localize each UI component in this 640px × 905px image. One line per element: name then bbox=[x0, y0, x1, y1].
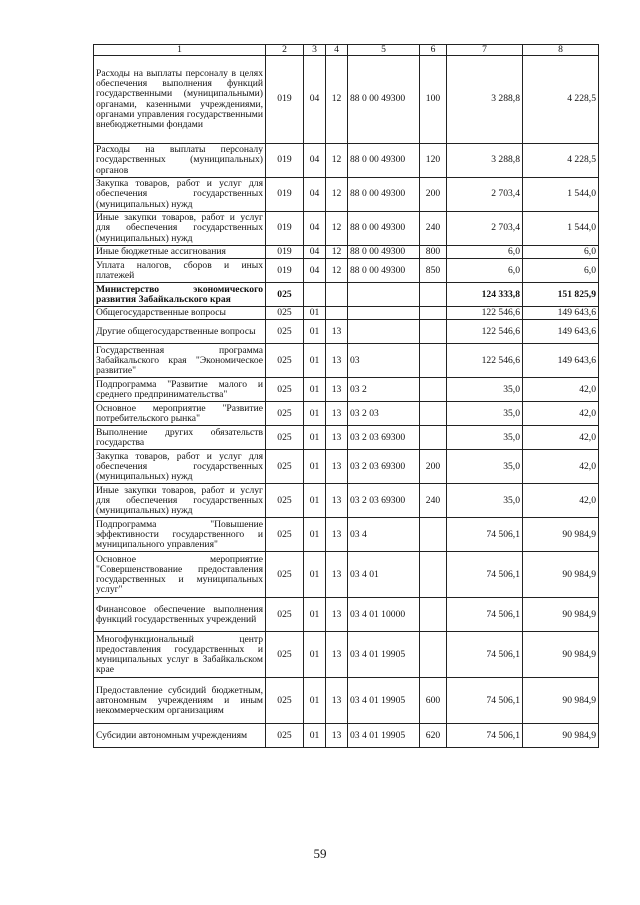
cell-expense-type bbox=[420, 632, 447, 678]
cell-target-article: 03 4 01 19905 bbox=[348, 724, 420, 748]
cell-ministry-code: 019 bbox=[266, 259, 304, 283]
cell-section: 01 bbox=[304, 484, 326, 518]
cell-sum-year-1: 124 333,8 bbox=[447, 283, 523, 307]
cell-ministry-code: 019 bbox=[266, 144, 304, 178]
cell-target-article: 03 2 03 bbox=[348, 402, 420, 426]
cell-target-article: 03 2 03 69300 bbox=[348, 426, 420, 450]
cell-sum-year-1: 74 506,1 bbox=[447, 678, 523, 724]
cell-name: Министерство экономического развития Забайкальского края bbox=[94, 283, 266, 307]
table-row bbox=[94, 552, 599, 598]
cell-sum-year-1: 122 546,6 bbox=[447, 307, 523, 320]
cell-sum-year-2: 1 544,0 bbox=[523, 178, 599, 212]
cell-section: 04 bbox=[304, 259, 326, 283]
table-row bbox=[94, 320, 599, 344]
cell-name: Расходы на выплаты персоналу государственных (муниципальных) органов bbox=[94, 144, 266, 178]
cell-sum-year-1: 35,0 bbox=[447, 450, 523, 484]
cell-expense-type bbox=[420, 402, 447, 426]
cell-sum-year-1: 6,0 bbox=[447, 246, 523, 259]
cell-section: 01 bbox=[304, 378, 326, 402]
budget-table bbox=[93, 44, 599, 748]
cell-section: 01 bbox=[304, 724, 326, 748]
cell-ministry-code: 025 bbox=[266, 598, 304, 632]
cell-name: Государственная программа Забайкальского края "Экономическое развитие" bbox=[94, 344, 266, 378]
cell-subsection: 13 bbox=[326, 344, 348, 378]
column-header: 3 bbox=[304, 45, 326, 56]
page-number: 59 bbox=[313, 846, 327, 861]
cell-subsection: 12 bbox=[326, 212, 348, 246]
cell-expense-type bbox=[420, 283, 447, 307]
cell-sum-year-2: 1 544,0 bbox=[523, 212, 599, 246]
cell-sum-year-2: 149 643,6 bbox=[523, 307, 599, 320]
cell-subsection bbox=[326, 283, 348, 307]
cell-sum-year-1: 2 703,4 bbox=[447, 212, 523, 246]
cell-subsection: 13 bbox=[326, 402, 348, 426]
cell-target-article: 88 0 00 49300 bbox=[348, 144, 420, 178]
cell-expense-type: 800 bbox=[420, 246, 447, 259]
cell-section bbox=[304, 283, 326, 307]
cell-subsection: 13 bbox=[326, 724, 348, 748]
cell-section: 01 bbox=[304, 344, 326, 378]
cell-section: 01 bbox=[304, 307, 326, 320]
cell-ministry-code: 025 bbox=[266, 426, 304, 450]
cell-expense-type bbox=[420, 552, 447, 598]
table-row bbox=[94, 144, 599, 178]
cell-sum-year-1: 122 546,6 bbox=[447, 344, 523, 378]
cell-target-article: 03 4 01 19905 bbox=[348, 678, 420, 724]
cell-name: Расходы на выплаты персоналу в целях обеспечения выполнения функций государственными (муниципальными) органами, казенными учреждениями, органами управления государственными внебюджетными фондами bbox=[94, 56, 266, 144]
cell-sum-year-2: 42,0 bbox=[523, 484, 599, 518]
column-header: 4 bbox=[326, 45, 348, 56]
cell-expense-type bbox=[420, 344, 447, 378]
cell-sum-year-1: 74 506,1 bbox=[447, 632, 523, 678]
table-row bbox=[94, 246, 599, 259]
cell-name: Финансовое обеспечение выполнения функций государственных учреждений bbox=[94, 598, 266, 632]
cell-sum-year-1: 122 546,6 bbox=[447, 320, 523, 344]
cell-ministry-code: 025 bbox=[266, 450, 304, 484]
cell-name: Основное мероприятие "Развитие потребительского рынка" bbox=[94, 402, 266, 426]
cell-expense-type bbox=[420, 307, 447, 320]
cell-name: Закупка товаров, работ и услуг для обеспечения государственных (муниципальных) нужд bbox=[94, 450, 266, 484]
cell-subsection bbox=[326, 307, 348, 320]
cell-target-article bbox=[348, 283, 420, 307]
cell-name: Субсидии автономным учреждениям bbox=[94, 724, 266, 748]
cell-target-article: 03 4 01 bbox=[348, 552, 420, 598]
table-row bbox=[94, 518, 599, 552]
cell-expense-type: 240 bbox=[420, 484, 447, 518]
cell-ministry-code: 025 bbox=[266, 678, 304, 724]
cell-ministry-code: 025 bbox=[266, 552, 304, 598]
cell-sum-year-1: 74 506,1 bbox=[447, 518, 523, 552]
cell-section: 01 bbox=[304, 320, 326, 344]
cell-subsection: 13 bbox=[326, 450, 348, 484]
cell-sum-year-1: 35,0 bbox=[447, 402, 523, 426]
cell-name: Другие общегосударственные вопросы bbox=[94, 320, 266, 344]
cell-section: 04 bbox=[304, 246, 326, 259]
cell-sum-year-1: 74 506,1 bbox=[447, 552, 523, 598]
cell-sum-year-2: 90 984,9 bbox=[523, 518, 599, 552]
cell-expense-type bbox=[420, 518, 447, 552]
cell-sum-year-1: 35,0 bbox=[447, 378, 523, 402]
cell-name: Предоставление субсидий бюджетным, автономным учреждениям и иным некоммерческим организациям bbox=[94, 678, 266, 724]
cell-sum-year-1: 2 703,4 bbox=[447, 178, 523, 212]
cell-section: 01 bbox=[304, 678, 326, 724]
cell-sum-year-1: 6,0 bbox=[447, 259, 523, 283]
table-row bbox=[94, 178, 599, 212]
cell-subsection: 13 bbox=[326, 484, 348, 518]
cell-subsection: 13 bbox=[326, 632, 348, 678]
cell-name: Уплата налогов, сборов и иных платежей bbox=[94, 259, 266, 283]
table-row bbox=[94, 56, 599, 144]
cell-sum-year-1: 74 506,1 bbox=[447, 724, 523, 748]
cell-section: 04 bbox=[304, 144, 326, 178]
cell-sum-year-2: 90 984,9 bbox=[523, 724, 599, 748]
cell-section: 04 bbox=[304, 56, 326, 144]
cell-sum-year-2: 149 643,6 bbox=[523, 344, 599, 378]
cell-target-article: 88 0 00 49300 bbox=[348, 178, 420, 212]
cell-ministry-code: 019 bbox=[266, 212, 304, 246]
cell-section: 01 bbox=[304, 598, 326, 632]
cell-name: Закупка товаров, работ и услуг для обеспечения государственных (муниципальных) нужд bbox=[94, 178, 266, 212]
cell-section: 01 bbox=[304, 552, 326, 598]
cell-expense-type bbox=[420, 598, 447, 632]
cell-target-article: 03 bbox=[348, 344, 420, 378]
cell-target-article: 88 0 00 49300 bbox=[348, 212, 420, 246]
cell-expense-type: 200 bbox=[420, 178, 447, 212]
table-row bbox=[94, 378, 599, 402]
cell-sum-year-2: 42,0 bbox=[523, 426, 599, 450]
cell-ministry-code: 025 bbox=[266, 378, 304, 402]
column-header: 7 bbox=[447, 45, 523, 56]
table-row bbox=[94, 344, 599, 378]
cell-expense-type: 100 bbox=[420, 56, 447, 144]
column-header: 5 bbox=[348, 45, 420, 56]
cell-section: 01 bbox=[304, 402, 326, 426]
cell-sum-year-1: 35,0 bbox=[447, 484, 523, 518]
cell-subsection: 12 bbox=[326, 144, 348, 178]
cell-expense-type: 120 bbox=[420, 144, 447, 178]
cell-subsection: 13 bbox=[326, 598, 348, 632]
table-row bbox=[94, 426, 599, 450]
cell-target-article: 88 0 00 49300 bbox=[348, 259, 420, 283]
cell-section: 01 bbox=[304, 632, 326, 678]
table-row bbox=[94, 632, 599, 678]
cell-expense-type: 240 bbox=[420, 212, 447, 246]
cell-sum-year-2: 4 228,5 bbox=[523, 144, 599, 178]
cell-name: Иные закупки товаров, работ и услуг для обеспечения государственных (муниципальных) нужд bbox=[94, 212, 266, 246]
cell-expense-type: 600 bbox=[420, 678, 447, 724]
cell-target-article: 03 4 01 19905 bbox=[348, 632, 420, 678]
cell-subsection: 13 bbox=[326, 378, 348, 402]
cell-section: 04 bbox=[304, 212, 326, 246]
table-row bbox=[94, 259, 599, 283]
cell-sum-year-2: 90 984,9 bbox=[523, 678, 599, 724]
cell-name: Иные бюджетные ассигнования bbox=[94, 246, 266, 259]
cell-sum-year-2: 42,0 bbox=[523, 378, 599, 402]
cell-expense-type bbox=[420, 426, 447, 450]
cell-expense-type bbox=[420, 378, 447, 402]
table-row bbox=[94, 283, 599, 307]
cell-ministry-code: 025 bbox=[266, 283, 304, 307]
cell-section: 01 bbox=[304, 426, 326, 450]
cell-subsection: 12 bbox=[326, 178, 348, 212]
cell-ministry-code: 025 bbox=[266, 320, 304, 344]
cell-ministry-code: 025 bbox=[266, 402, 304, 426]
cell-sum-year-2: 90 984,9 bbox=[523, 598, 599, 632]
cell-subsection: 12 bbox=[326, 246, 348, 259]
table-row bbox=[94, 484, 599, 518]
cell-sum-year-1: 35,0 bbox=[447, 426, 523, 450]
cell-ministry-code: 019 bbox=[266, 246, 304, 259]
cell-sum-year-2: 6,0 bbox=[523, 259, 599, 283]
cell-sum-year-2: 90 984,9 bbox=[523, 632, 599, 678]
cell-sum-year-2: 42,0 bbox=[523, 450, 599, 484]
cell-ministry-code: 019 bbox=[266, 56, 304, 144]
cell-target-article: 88 0 00 49300 bbox=[348, 246, 420, 259]
cell-target-article: 03 2 03 69300 bbox=[348, 484, 420, 518]
table-row bbox=[94, 307, 599, 320]
cell-ministry-code: 019 bbox=[266, 178, 304, 212]
cell-subsection: 13 bbox=[326, 678, 348, 724]
cell-subsection: 13 bbox=[326, 518, 348, 552]
cell-sum-year-2: 151 825,9 bbox=[523, 283, 599, 307]
cell-target-article: 88 0 00 49300 bbox=[348, 56, 420, 144]
cell-sum-year-2: 90 984,9 bbox=[523, 552, 599, 598]
cell-ministry-code: 025 bbox=[266, 724, 304, 748]
cell-name: Выполнение других обязательств государства bbox=[94, 426, 266, 450]
cell-sum-year-2: 149 643,6 bbox=[523, 320, 599, 344]
table-row bbox=[94, 402, 599, 426]
cell-target-article: 03 4 bbox=[348, 518, 420, 552]
cell-sum-year-2: 42,0 bbox=[523, 402, 599, 426]
cell-name: Общегосударственные вопросы bbox=[94, 307, 266, 320]
column-header: 8 bbox=[523, 45, 599, 56]
cell-ministry-code: 025 bbox=[266, 307, 304, 320]
cell-name: Основное мероприятие "Совершенствование предоставления государственных и муниципальных услуг" bbox=[94, 552, 266, 598]
cell-expense-type: 200 bbox=[420, 450, 447, 484]
cell-subsection: 13 bbox=[326, 552, 348, 598]
cell-name: Многофункциональный центр предоставления государственных и муниципальных услуг в Забайкальском крае bbox=[94, 632, 266, 678]
cell-name: Иные закупки товаров, работ и услуг для обеспечения государственных (муниципальных) нужд bbox=[94, 484, 266, 518]
cell-ministry-code: 025 bbox=[266, 344, 304, 378]
table-row bbox=[94, 212, 599, 246]
cell-subsection: 13 bbox=[326, 426, 348, 450]
cell-target-article: 03 2 bbox=[348, 378, 420, 402]
column-header: 2 bbox=[266, 45, 304, 56]
cell-name: Подпрограмма "Повышение эффективности государственного и муниципального управления" bbox=[94, 518, 266, 552]
cell-expense-type: 620 bbox=[420, 724, 447, 748]
table-row bbox=[94, 598, 599, 632]
cell-subsection: 13 bbox=[326, 320, 348, 344]
cell-name: Подпрограмма "Развитие малого и среднего предпринимательства" bbox=[94, 378, 266, 402]
table-row bbox=[94, 450, 599, 484]
column-header: 6 bbox=[420, 45, 447, 56]
cell-sum-year-2: 6,0 bbox=[523, 246, 599, 259]
cell-target-article bbox=[348, 307, 420, 320]
cell-section: 01 bbox=[304, 518, 326, 552]
table-header-row bbox=[94, 45, 599, 56]
cell-section: 01 bbox=[304, 450, 326, 484]
column-header: 1 bbox=[94, 45, 266, 56]
cell-expense-type: 850 bbox=[420, 259, 447, 283]
cell-section: 04 bbox=[304, 178, 326, 212]
cell-expense-type bbox=[420, 320, 447, 344]
cell-ministry-code: 025 bbox=[266, 632, 304, 678]
table-row bbox=[94, 724, 599, 748]
cell-target-article bbox=[348, 320, 420, 344]
cell-sum-year-1: 74 506,1 bbox=[447, 598, 523, 632]
cell-ministry-code: 025 bbox=[266, 484, 304, 518]
cell-target-article: 03 2 03 69300 bbox=[348, 450, 420, 484]
cell-subsection: 12 bbox=[326, 56, 348, 144]
cell-target-article: 03 4 01 10000 bbox=[348, 598, 420, 632]
cell-sum-year-1: 3 288,8 bbox=[447, 144, 523, 178]
table-row bbox=[94, 678, 599, 724]
cell-subsection: 12 bbox=[326, 259, 348, 283]
cell-ministry-code: 025 bbox=[266, 518, 304, 552]
cell-sum-year-2: 4 228,5 bbox=[523, 56, 599, 144]
cell-sum-year-1: 3 288,8 bbox=[447, 56, 523, 144]
